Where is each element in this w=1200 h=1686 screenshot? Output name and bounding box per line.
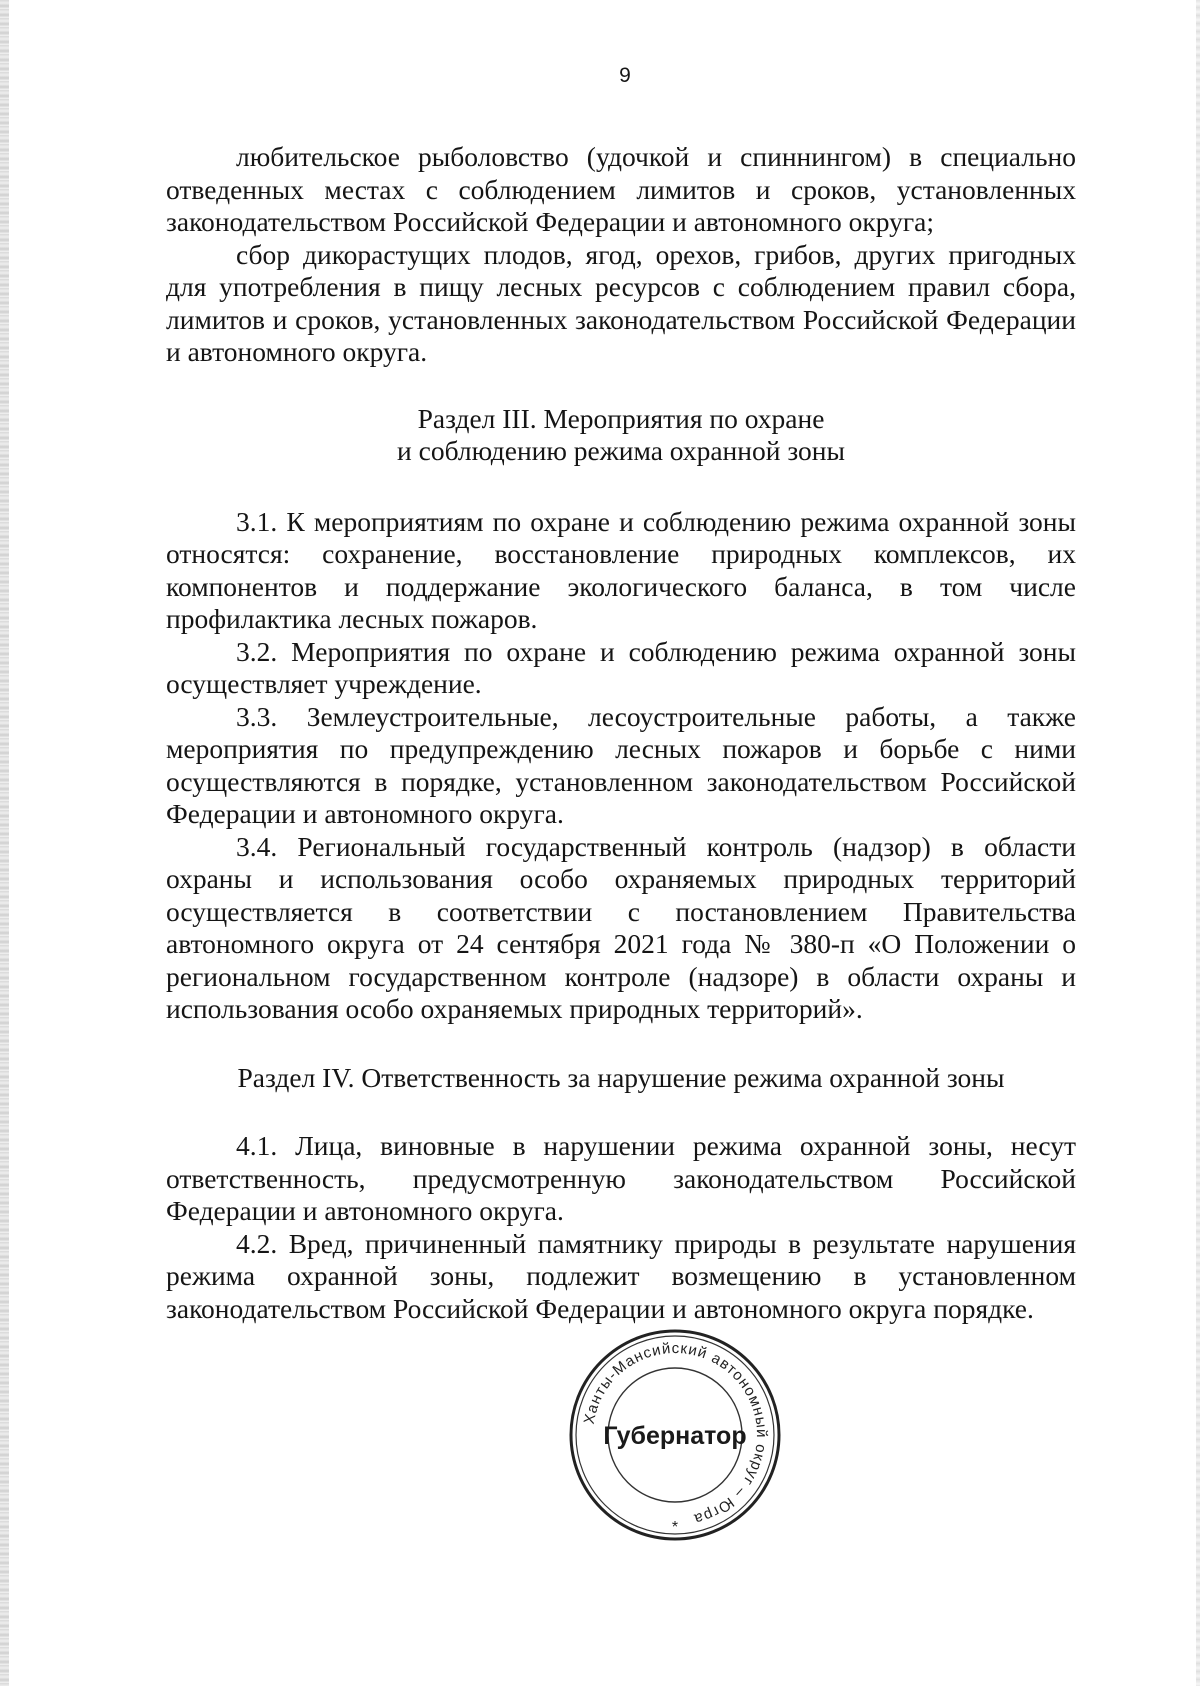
clause-3-4: 3.4. Региональный государственный контроль (надзор) в области охраны и использования особо охраняемых природных территорий осуществляется в соответствии с постановлением Правительства автономного округа от 24 сентября 2021 года № 380-п «О Положении о региональном государственном контроле (надзоре) в области охраны и использования особо охраняемых природных территорий». [166,830,1076,1024]
section-3-heading-line-2: и соблюдению режима охранной зоны [397,435,845,466]
seal-graphic [565,1325,785,1545]
clause-3-2: 3.2. Мероприятия по охране и соблюдению режима охранной зоны осуществляет учреждение. [166,635,1076,699]
seal-star: * [671,1519,679,1536]
paragraph-fishing: любительское рыболовство (удочкой и спиннингом) в специально отведенных местах с соблюдением лимитов и сроков, установленных законодательством Российской Федерации и автономного округа; [166,141,1076,237]
seal-ring-text: Ханты-Мансийский автономный округ – Югра [580,1339,771,1528]
page-number: 9 [619,64,631,87]
scan-edge-right [1196,0,1200,1686]
scan-edge-left [0,0,9,1686]
clause-4-2: 4.2. Вред, причиненный памятнику природы в результате нарушения режима охранной зоны, подлежит возмещению в установленном законодательством Российской Федерации и автономного округа порядке. [166,1227,1076,1324]
paragraph-gathering: сбор дикорастущих плодов, ягод, орехов, грибов, других пригодных для употребления в пищу лесных ресурсов с соблюдением правил сбора, лимитов и сроков, установленных законодательством Российской Федерации и автономного округа. [166,238,1076,367]
section-4-heading: Раздел IV. Ответственность за нарушение режима охранной зоны [237,1061,1005,1093]
clause-4-1: 4.1. Лица, виновные в нарушении режима охранной зоны, несут ответственность, предусмотренную законодательством Российской Федерации и автономного округа. [166,1130,1076,1226]
section-3-heading-line-1: Раздел III. Мероприятия по охране [417,402,825,434]
clause-3-3: 3.3. Землеустроительные, лесоустроительные работы, а также мероприятия по предупреждению лесных пожаров и борьбе с ними осуществляются в порядке, установленном законодательством Российской Федерации и автономного округа. [166,700,1076,829]
clause-3-1: 3.1. К мероприятиям по охране и соблюдению режима охранной зоны относятся: сохранение, восстановление природных комплексов, их компонентов и поддержание экологического баланса, в том числе профилактика лесных пожаров. [166,505,1076,634]
seal-center-text: Губернатор [603,1422,747,1450]
governor-seal [565,1325,785,1545]
document-body [166,141,1076,1325]
